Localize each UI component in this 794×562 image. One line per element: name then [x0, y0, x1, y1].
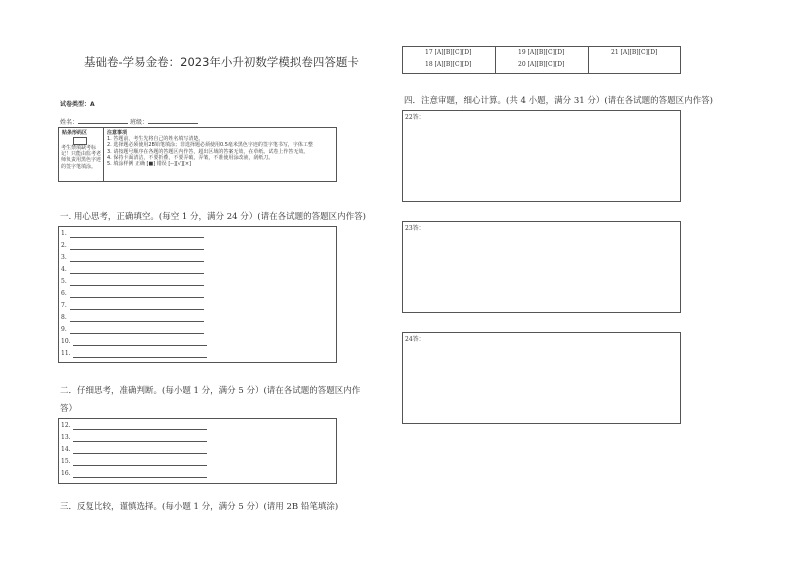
barcode-title: 贴条形码区 [62, 130, 88, 136]
notes-item: 1. 答题前，考生先将自己的姓名填写清楚。 [107, 136, 204, 143]
fill-line[interactable]: 1. [61, 230, 261, 242]
class-label: 班级： [130, 119, 149, 126]
notes-item: 3. 请按题号顺序在各题的答题区内作答，超出区域的答案无效，在草纸、试卷上作答无效。 [107, 148, 309, 155]
judge-line[interactable]: 13. [61, 434, 261, 446]
answer-box-22[interactable] [402, 110, 681, 202]
judge-line[interactable]: 14. [61, 446, 261, 458]
bubble-q18[interactable]: 18 [A][B][C][D] [425, 61, 472, 68]
answer-box-23[interactable] [402, 221, 681, 313]
fill-line[interactable]: 3. [61, 254, 261, 266]
answer-label: 24答： [405, 336, 425, 343]
notes-item: 2. 选择题必须使用2B铅笔填涂；非选择题必须使用0.5毫米黑色字迹的签字笔书写，字体工整 [107, 142, 313, 149]
bubble-q21[interactable]: 21 [A][B][C][D] [611, 49, 658, 56]
fill-line[interactable]: 5. [61, 278, 261, 290]
section-4-heading: 四．注意审题，细心计算。(共 4 小题，满分 31 分）(请在各试题的答题区内作答) [404, 96, 713, 106]
fill-line[interactable]: 2. [61, 242, 261, 254]
absent-checkbox[interactable] [73, 137, 87, 145]
bubble-grid [402, 46, 681, 74]
bubble-q17[interactable]: 17 [A][B][C][D] [425, 49, 472, 56]
bubble-q20[interactable]: 20 [A][B][C][D] [518, 61, 565, 68]
section-2-heading-cont: 答） [60, 404, 78, 414]
info-divider [103, 128, 104, 181]
fill-line[interactable]: 9. [61, 326, 261, 338]
judge-line[interactable]: 12. [61, 422, 261, 434]
paper-type: 试卷类型：A [60, 101, 95, 108]
page-title: 基础卷-学易金卷：2023年小升初数学模拟卷四答题卡 [84, 55, 359, 69]
name-label: 姓名： [60, 119, 79, 126]
info-box [58, 127, 337, 182]
judge-line[interactable]: 16. [61, 470, 261, 482]
judge-answer-box [58, 418, 337, 484]
answer-box-24[interactable] [402, 332, 681, 424]
fill-line[interactable]: 7. [61, 302, 261, 314]
fill-answer-box [58, 226, 337, 363]
fill-line[interactable]: 6. [61, 290, 261, 302]
answer-label: 22答： [405, 114, 425, 121]
answer-label: 23答： [405, 225, 425, 232]
fill-line[interactable]: 10. [61, 338, 261, 350]
fill-line[interactable]: 8. [61, 314, 261, 326]
class-field[interactable] [148, 123, 198, 124]
fill-line[interactable]: 4. [61, 266, 261, 278]
barcode-text: 考生禁填缺考标记！只能由监考老师负责用黑色字迹的签字笔填涂。 [61, 145, 102, 170]
section-2-heading: 二．仔细思考，准确判断。(每小题 1 分，满分 5 分）(请在各试题的答题区内作 [60, 386, 361, 396]
section-3-heading: 三．反复比较，谨慎选择。(每小题 1 分，满分 5 分）(请用 2B 铅笔填涂) [60, 502, 339, 512]
notes-item: 4. 保持卡面清洁，不要折叠，不要弄破，弄皱，不准使用涂改液，刮纸刀。 [107, 154, 274, 161]
fill-line[interactable]: 11. [61, 350, 261, 362]
notes-title: 注意事项 [107, 130, 128, 136]
judge-line[interactable]: 15. [61, 458, 261, 470]
notes-item: 5. 填涂样例 正确 [■] 错误 [--][√][×] [107, 161, 192, 168]
bubble-q19[interactable]: 19 [A][B][C][D] [518, 49, 565, 56]
name-field[interactable] [78, 123, 128, 124]
section-1-heading: 一. 用心思考，正确填空。(每空 1 分，满分 24 分）(请在各试题的答题区内作答) [60, 212, 366, 222]
